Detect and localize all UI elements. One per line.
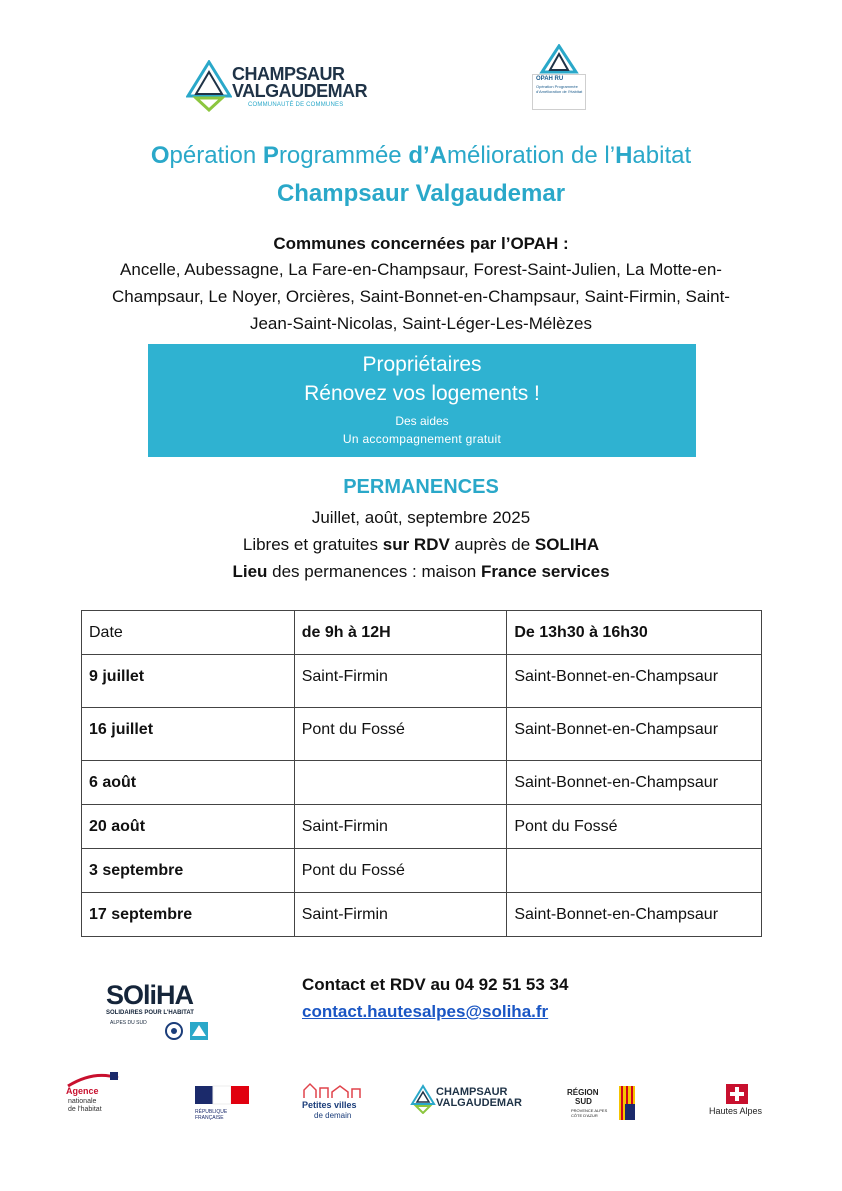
row-morning: Saint-Firmin (294, 805, 507, 849)
logo-line1: CHAMPSAUR (232, 64, 345, 84)
opah-subtitle: Opération Programmée d'Amélioration de l'Habitat (536, 84, 583, 94)
row-afternoon (507, 849, 762, 893)
row-afternoon: Saint-Bonnet-en-Champsaur (507, 708, 762, 761)
town-skyline-icon (300, 1080, 370, 1100)
header-date: Date (82, 611, 295, 655)
mountain-triangle-logo-icon (186, 60, 232, 112)
row-afternoon: Pont du Fossé (507, 805, 762, 849)
region-sud-logo (565, 1086, 635, 1122)
region-crest-icon (619, 1086, 635, 1120)
title-part: d’A (408, 142, 447, 169)
communes-heading: Communes concernées par l’OPAH : (273, 234, 569, 253)
place-mid: des permanences : maison (267, 562, 481, 581)
banner-line4: Un accompagnement gratuit (342, 432, 502, 446)
opah-logo (528, 44, 590, 114)
region-sub: PROVENCE ALPES CÔTE D'AZUR (571, 1108, 608, 1118)
table-row (82, 708, 762, 761)
title-part: abitat (632, 142, 692, 169)
title-part: pération (169, 142, 263, 169)
row-morning: Pont du Fossé (294, 708, 507, 761)
row-date: 3 septembre (82, 849, 295, 893)
mountain-triangle-logo-icon (410, 1084, 436, 1114)
schedule-table (81, 610, 762, 937)
banner-line1: Propriétaires (362, 353, 482, 376)
permanences-heading: PERMANENCES (343, 476, 499, 498)
table-row (82, 805, 762, 849)
permanences-period: Juillet, août, septembre 2025 (311, 508, 531, 527)
rdv-mid: auprès de (449, 535, 535, 554)
table-row (82, 849, 762, 893)
row-morning: Pont du Fossé (294, 849, 507, 893)
marianne-flag-icon (195, 1082, 249, 1108)
hautes-alpes-crest-icon (726, 1084, 748, 1104)
permanences-place-line (0, 562, 842, 582)
soliha-badges-icon (164, 1020, 214, 1042)
rdv-soliha: SOLIHA (534, 535, 600, 554)
republique-francaise-logo (195, 1082, 249, 1121)
banner-line2: Rénovez vos logements ! (304, 382, 540, 405)
row-morning (294, 761, 507, 805)
hautes-alpes-logo (706, 1084, 770, 1120)
anah-logo (64, 1072, 134, 1122)
champsaur-valgaudemar-logo (186, 58, 366, 114)
header-afternoon: De 13h30 à 16h30 (507, 611, 762, 655)
row-afternoon: Saint-Bonnet-en-Champsaur (507, 893, 762, 937)
header-morning: de 9h à 12H (294, 611, 507, 655)
footer-champsaur-logo (410, 1084, 520, 1116)
petites-villes-logo (300, 1080, 374, 1120)
soliha-logo (106, 980, 216, 1044)
row-date: 9 juillet (82, 655, 295, 708)
region-line1 (567, 1088, 599, 1106)
table-row (82, 761, 762, 805)
table-row (82, 893, 762, 937)
row-date: 16 juillet (82, 708, 295, 761)
permanences-rdv-line (0, 535, 842, 555)
main-title-line1 (0, 142, 842, 170)
anah-line1: Agence (66, 1086, 99, 1096)
anah-line2 (68, 1098, 102, 1114)
hautes-alpes-label: Hautes Alpes (709, 1106, 763, 1116)
banner-line3: Des aides (395, 414, 449, 428)
title-part: H (615, 142, 633, 169)
row-morning: Saint-Firmin (294, 655, 507, 708)
logo-line2: VALGAUDEMAR (232, 81, 368, 101)
row-date: 17 septembre (82, 893, 295, 937)
title-part: rogrammée (278, 142, 409, 169)
communes-line-3: Jean-Saint-Nicolas, Saint-Léger-Les-Mélèzes (249, 314, 593, 333)
row-afternoon: Saint-Bonnet-en-Champsaur (507, 761, 762, 805)
communes-line-1: Ancelle, Aubessagne, La Fare-en-Champsaur, Forest-Saint-Julien, La Motte-en- (120, 260, 722, 279)
soliha-tagline: SOLIDAIRES POUR L'HABITAT (106, 1010, 194, 1016)
rdv-bold: sur RDV (382, 535, 450, 554)
communes-line-2: Champsaur, Le Noyer, Orcières, Saint-Bonnet-en-Champsaur, Saint-Firmin, Saint- (112, 287, 730, 306)
title-part: O (150, 142, 170, 169)
contact-email-link[interactable]: contact.hautesalpes@soliha.fr (302, 1002, 549, 1021)
pvd-line2: de demain (314, 1111, 352, 1120)
soliha-location: ALPES DU SUD (110, 1020, 147, 1026)
row-date: 20 août (82, 805, 295, 849)
footer-cv-line2: VALGAUDEMAR (436, 1097, 522, 1109)
footer-cv-line1: CHAMPSAUR (436, 1086, 508, 1098)
anah-line3-text: de l'habitat (68, 1106, 102, 1113)
contact-phone: Contact et RDV au 04 92 51 53 34 (302, 975, 569, 994)
table-row (82, 655, 762, 708)
region-line2-text: SUD (575, 1097, 592, 1106)
row-afternoon: Saint-Bonnet-en-Champsaur (507, 655, 762, 708)
opah-label: OPAH RU (536, 76, 564, 82)
row-date: 6 août (82, 761, 295, 805)
opah-triangle-logo-icon (528, 44, 590, 74)
owners-banner (148, 344, 696, 457)
table-header-row (82, 611, 762, 655)
rf-label: RÉPUBLIQUE FRANÇAISE (195, 1109, 228, 1121)
place-bold: Lieu (232, 562, 268, 581)
title-part: mélioration de l’ (446, 142, 616, 169)
place-france-services: France services (480, 562, 610, 581)
row-morning: Saint-Firmin (294, 893, 507, 937)
rdv-pre: Libres et gratuites (242, 535, 383, 554)
anah-line2-text: nationale (68, 1098, 97, 1105)
main-title-line2: Champsaur Valgaudemar (276, 180, 566, 207)
region-line1-text: RÉGION (567, 1088, 599, 1097)
title-part: P (262, 142, 279, 169)
logo-subtitle: COMMUNAUTÉ DE COMMUNES (248, 102, 344, 108)
soliha-name: SOliHA (106, 980, 194, 1010)
pvd-line1: Petites villes (302, 1100, 357, 1110)
